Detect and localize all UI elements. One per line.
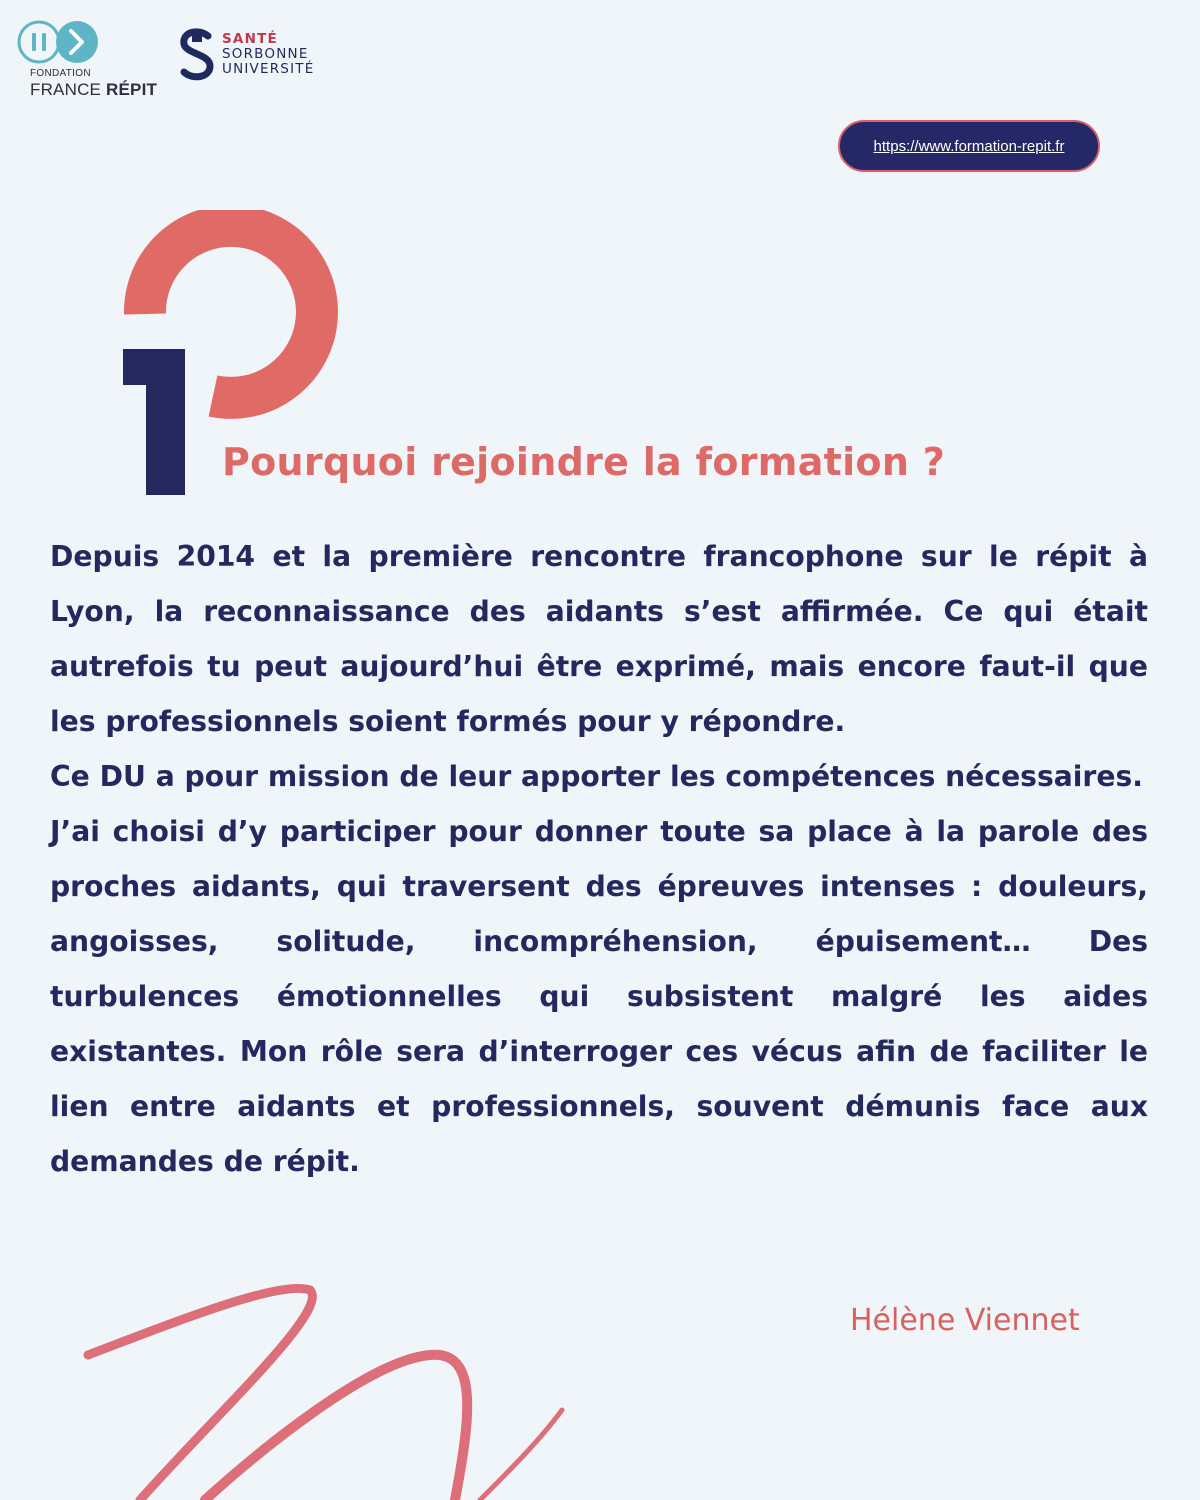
logo-line-universite: UNIVERSITÉ [222,61,315,77]
page-title: Pourquoi rejoindre la formation ? [222,440,946,484]
sorbonne-s-icon [178,28,218,88]
paragraph: Ce DU a pour mission de leur apporter les compétences nécessaires. [50,760,1143,793]
logo-line-sorbonne: SORBONNE [222,46,309,62]
logo-name-part2: RÉPIT [106,80,158,99]
decorative-scribble [0,1270,600,1500]
pause-play-icon [16,20,106,66]
logo-small-text: FONDATION [30,68,91,79]
website-link-button[interactable]: https://www.formation-repit.fr [838,120,1100,172]
logo-name-part1: FRANCE [30,80,102,99]
body-text [50,529,1148,1189]
logo-line-sante: SANTÉ [222,31,278,47]
sante-sorbonne-universite-logo [178,28,338,88]
author-signature: Hélène Viennet [850,1303,1080,1338]
fondation-france-repit-logo [16,20,166,100]
paragraph: J’ai choisi d’y participer pour donner toute sa place à la parole des proches aidants, qui traversent des épreuves intenses : douleurs, angoisses, solitude, incompréhension, épuisement… Des turbulences émotionnelles qui subsistent malgré les aides existantes. Mon rôle sera d’interroger ces vécus afin de faciliter le lien entre aidants et professionnels, souvent démunis face aux demandes de répit. [50,815,1148,1178]
logo-name [30,80,157,100]
paragraph: Depuis 2014 et la première rencontre francophone sur le répit à Lyon, la reconnaissance des aidants s’est affirmée. Ce qui était autrefois tu peut aujourd’hui être exprimé, mais encore faut-il que les professionnels soient formés pour y répondre. [50,540,1148,738]
